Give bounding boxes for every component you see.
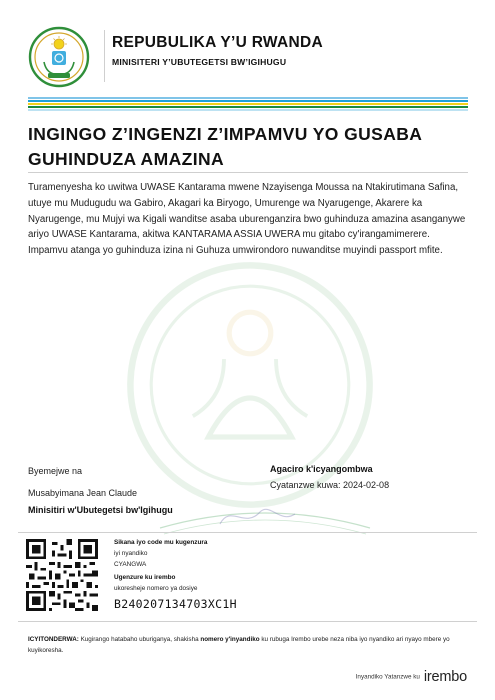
irembo-verify-subtitle: ukoresheje nomero ya dosiye (114, 585, 198, 592)
rwanda-seal-icon (28, 26, 90, 88)
flag-color-bar (28, 97, 468, 111)
irembo-verify-title: Ugenzure ku irembo (114, 574, 176, 581)
validity-block (270, 464, 470, 490)
signer-organization: Minisitiri w'Ubutegetsi bw'Igihugu (28, 505, 173, 515)
footer-brand (356, 668, 467, 684)
signature-label: Byemejwe na (28, 466, 83, 476)
notice-emphasis: nomero y'inyandiko (200, 636, 260, 643)
ministry-title: MINISITERI Y’UBUTEGETSI BW’IGIHUGU (112, 57, 287, 67)
issue-date: Cyatanzwe kuwa: 2024-02-08 (270, 480, 390, 490)
validity-label: Agaciro k'icyangombwa (270, 464, 373, 474)
qr-code-icon[interactable] (26, 539, 98, 611)
signer-name: Musabyimana Jean Claude (28, 488, 138, 498)
scan-subtitle: iyi nyandiko (114, 550, 148, 557)
or-label: CYANGWA (114, 561, 147, 568)
notice-label: ICYITONDERWA: (28, 636, 79, 643)
verification-info (114, 539, 454, 611)
document-header (28, 26, 468, 88)
notice-text-a: Kugirango hatabaho uburiganya, shakisha (78, 636, 201, 643)
title-divider (28, 172, 468, 173)
republic-title: REPUBULIKA Y’U RWANDA (112, 34, 323, 51)
irembo-logo: irembo (423, 668, 467, 685)
document-number: B240207134703XC1H (114, 597, 237, 611)
document-body: Turamenyesha ko uwitwa UWASE Kantarama mwene Nzayisenga Moussa na Ntakirutimana Safina, utuye mu Mudugudu wa Gabiro, Akagari ka Biryogo, Umurenge wa Nyarugenge, Akarere ka Nyarugenge, mu Mujyi wa Kigali wanditse asaba uburenganzira bwo guhinduza amazina asanganywe ariyo UWASE Kantarama, akitwa KANTARAMA ASSIA UWERA mu gitabo cy'irangamimerere. Impamvu atanga yo guhinduza izina ni Guhuza umwirondoro nuwanditse muyindi passport mfite. (28, 182, 466, 257)
document-title: INGINGO Z’INGENZI Z’IMPAMVU YO GUSABA GUHINDUZA AMAZINA (28, 124, 422, 169)
header-divider (104, 30, 105, 82)
notice (28, 634, 468, 656)
scan-title: Sikana iyo code mu kugenzura (114, 539, 208, 546)
issued-by-label: Inyandiko Yatanzwe ku (355, 673, 420, 681)
notice-text-b: ku rubuga Irembo urebe neza niba iyo nyandiko ari nyayo mbere yo kuyikoresha. (28, 636, 450, 654)
verification-panel (18, 532, 477, 622)
